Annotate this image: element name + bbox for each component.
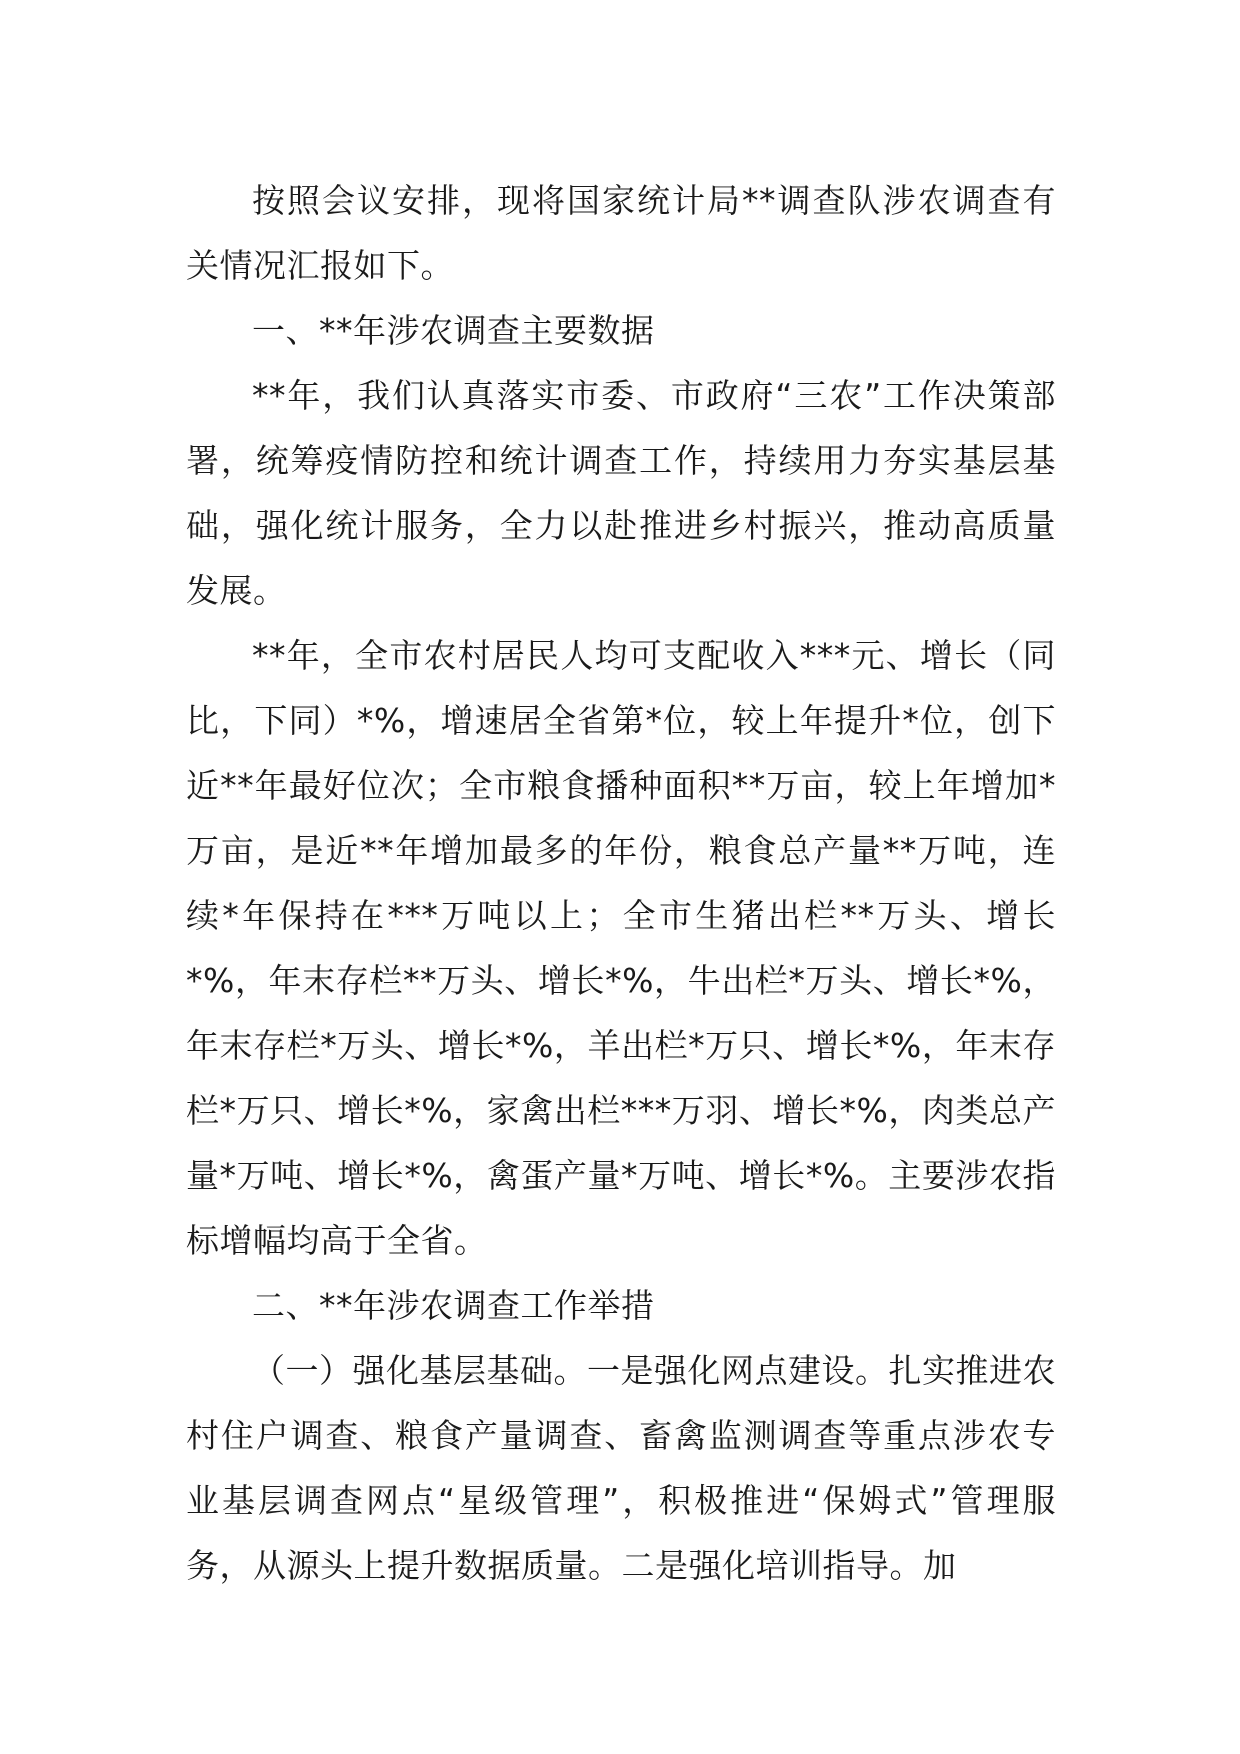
body-paragraph: **年，我们认真落实市委、市政府“三农”工作决策部署，统筹疫情防控和统计调查工作，持续用力夯实基层基础，强化统计服务，全力以赴推进乡村振兴，推动高质量发展。: [186, 376, 1056, 610]
document-body: [186, 168, 1056, 1598]
measures-paragraph: （一）强化基层基础。一是强化网点建设。扎实推进农村住户调查、粮食产量调查、畜禽监测调查等重点涉农专业基层调查网点“星级管理”，积极推进“保姆式”管理服务，从源头上提升数据质量。二是强化培训指导。加: [186, 1351, 1056, 1585]
data-paragraph: **年，全市农村居民人均可支配收入***元、增长（同比，下同）*%，增速居全省第*位，较上年提升*位，创下近**年最好位次；全市粮食播种面积**万亩，较上年增加*万亩，是近**年增加最多的年份，粮食总产量**万吨，连续*年保持在***万吨以上；全市生猪出栏**万头、增长*%，年末存栏**万头、增长*%，牛出栏*万头、增长*%，年末存栏*万头、增长*%，羊出栏*万只、增长*%，年末存栏*万只、增长*%，家禽出栏***万羽、增长*%，肉类总产量*万吨、增长*%，禽蛋产量*万吨、增长*%。主要涉农指标增幅均高于全省。: [186, 636, 1056, 1260]
section-heading-2: 二、**年涉农调查工作举措: [252, 1286, 655, 1325]
section-heading-1: 一、**年涉农调查主要数据: [252, 311, 655, 350]
intro-paragraph: 按照会议安排，现将国家统计局**调查队涉农调查有关情况汇报如下。: [186, 181, 1056, 285]
